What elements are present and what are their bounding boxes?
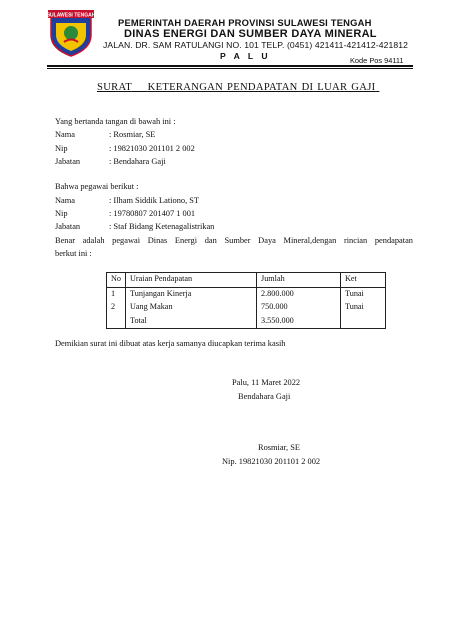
total-label: Total	[126, 315, 257, 329]
letterhead-rule-thin	[47, 68, 413, 69]
cell-uraian: Uang Makan	[126, 301, 257, 315]
employee-nip-value: : 19780807 201407 1 001	[109, 209, 196, 218]
table-header-row	[107, 273, 386, 288]
table-row	[107, 301, 386, 315]
cell-uraian: Tunjangan Kinerja	[126, 287, 257, 301]
signer-name-label: Nama	[55, 130, 75, 139]
kop-agency-name: DINAS ENERGI DAN SUMBER DAYA MINERAL	[124, 28, 377, 40]
cell-no: 1	[107, 287, 126, 301]
title-part-surat: SURAT	[97, 82, 132, 93]
signer-nip-value: : 19821030 201101 2 002	[109, 144, 195, 153]
header-uraian: Uraian Pendapatan	[126, 273, 257, 288]
signer-position-title: Bendahara Gaji	[238, 392, 291, 401]
intro2-text: Bahwa pegawai berikut :	[55, 182, 139, 191]
cell-ket-empty	[341, 315, 386, 329]
kop-city: P A L U	[220, 51, 271, 61]
employee-position-label: Jabatan	[55, 222, 81, 231]
intro-text: Yang bertanda tangan di bawah ini :	[55, 117, 176, 126]
cell-jumlah: 750.000	[257, 301, 341, 315]
employee-name-value: : Ilham Siddik Lationo, ST	[109, 196, 200, 205]
table-total-row	[107, 315, 386, 329]
signer-position-label: Jabatan	[55, 157, 81, 166]
cell-jumlah: 2.800.000	[257, 287, 341, 301]
statement-line-1: Benar adalah pegawai Dinas Energi dan Sumber Daya Mineral,dengan rincian pendapatan	[55, 236, 413, 245]
government-logo	[48, 9, 94, 57]
signer-name-value: : Rosmiar, SE	[109, 130, 156, 139]
header-jumlah: Jumlah	[257, 273, 341, 288]
table-row	[107, 287, 386, 301]
statement-line-2: berkut ini :	[55, 249, 92, 258]
signer-printed-nip: Nip. 19821030 201101 2 002	[222, 457, 321, 466]
document-title	[97, 82, 379, 93]
employee-position-value: : Staf Bidang Ketenagalistrikan	[109, 222, 215, 231]
income-table	[106, 272, 386, 329]
employee-nip-label: Nip	[55, 209, 68, 218]
kop-postal-code: Kode Pos 94111	[350, 56, 404, 65]
cell-no-empty	[107, 315, 126, 329]
cell-ket: Tunai	[341, 287, 386, 301]
kop-government-name: PEMERINTAH DAERAH PROVINSI SULAWESI TENGAH	[118, 17, 372, 28]
employee-name-label: Nama	[55, 196, 75, 205]
signer-printed-name: Rosmiar, SE	[258, 443, 301, 452]
header-ket: Ket	[341, 273, 386, 288]
kop-address: JALAN. DR. SAM RATULANGI NO. 101 TELP. (0451) 421411-421412-421812	[103, 40, 408, 50]
closing-text: Demikian surat ini dibuat atas kerja samanya diucapkan terima kasih	[55, 339, 286, 348]
statement-paragraph	[55, 234, 413, 260]
letterhead-rule-thick	[47, 65, 413, 67]
cell-ket: Tunai	[341, 301, 386, 315]
place-date: Palu, 11 Maret 2022	[232, 378, 301, 387]
title-part-heading: KETERANGAN PENDAPATAN DI LUAR GAJI	[147, 82, 376, 93]
signer-nip-label: Nip	[55, 144, 68, 153]
signer-position-value: : Bendahara Gaji	[109, 157, 166, 166]
cell-no: 2	[107, 301, 126, 315]
logo-banner-text: SULAWESI TENGAH	[48, 12, 94, 19]
total-value: 3.550.000	[257, 315, 341, 329]
header-no: No	[107, 273, 126, 288]
